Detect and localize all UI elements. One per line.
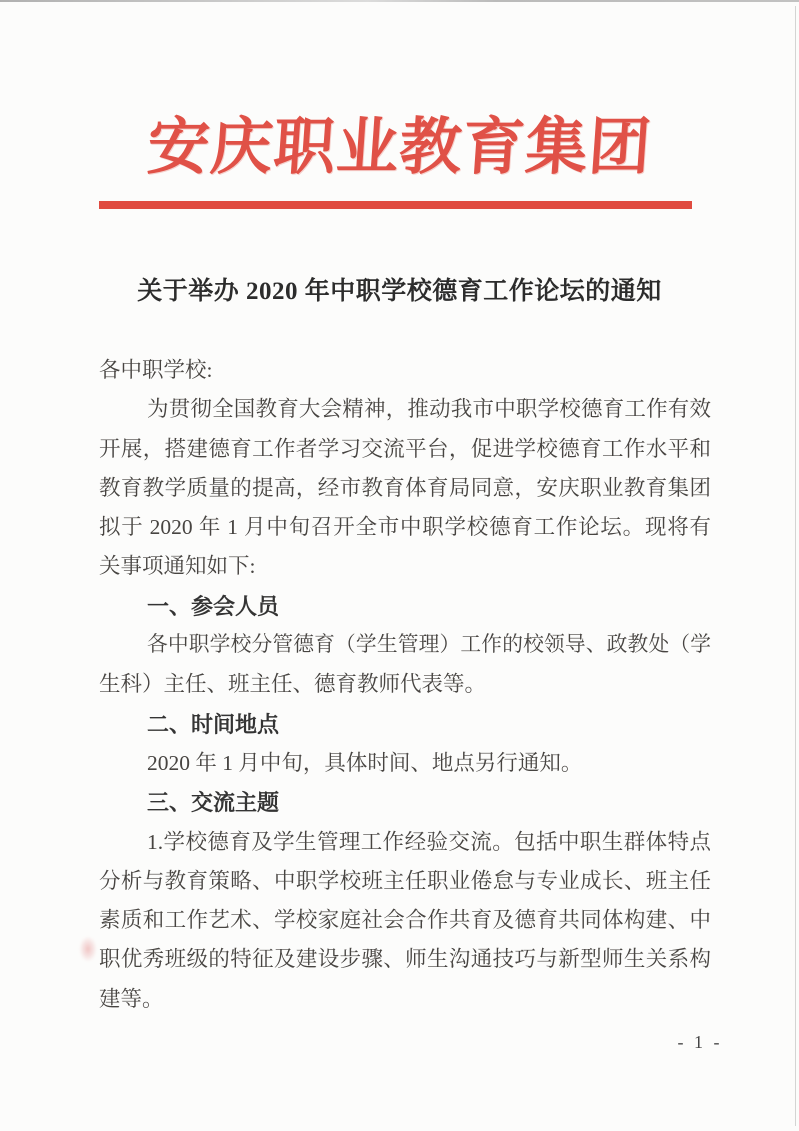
body-line: 生科）主任、班主任、德育教师代表等。 (99, 672, 487, 697)
section-heading: 二、时间地点 (147, 711, 280, 737)
masthead-rule (99, 201, 692, 209)
document-title: 关于举办 2020 年中职学校德育工作论坛的通知 (137, 278, 662, 305)
body-line: 教育教学质量的提高，经市教育体育局同意，安庆职业教育集团 (99, 475, 711, 500)
scan-smudge-artifact (79, 936, 97, 962)
body-line: 2020 年 1 月中旬，具体时间、地点另行通知。 (147, 750, 583, 775)
body-line: 素质和工作艺术、学校家庭社会合作共育及德育共同体构建、中 (99, 908, 711, 933)
body-line: 分析与教育策略、中职学校班主任职业倦怠与专业成长、班主任 (99, 868, 711, 893)
document-body (99, 351, 711, 1019)
section-heading: 三、交流主题 (147, 790, 280, 816)
body-line: 拟于 2020 年 1 月中旬召开全市中职学校德育工作论坛。现将有 (99, 515, 711, 540)
body-line: 为贯彻全国教育大会精神，推动我市中职学校德育工作有效 (147, 397, 711, 422)
body-line: 各中职学校: (99, 358, 213, 382)
scan-edge-artifact-top (0, 0, 799, 2)
page-number: - 1 - (677, 1032, 723, 1052)
body-line: 开展，搭建德育工作者学习交流平台，促进学校德育工作水平和 (99, 436, 711, 461)
body-line: 建等。 (99, 986, 164, 1011)
body-line: 职优秀班级的特征及建设步骤、师生沟通技巧与新型师生关系构 (99, 947, 711, 972)
masthead-org-name: 安庆职业教育集团 (145, 114, 654, 182)
body-line: 各中职学校分管德育（学生管理）工作的校领导、政教处（学 (147, 634, 711, 657)
body-line: 1.学校德育及学生管理工作经验交流。包括中职生群体特点 (147, 829, 711, 854)
section-heading: 一、参会人员 (147, 593, 280, 619)
body-line: 关事项通知如下: (99, 554, 256, 579)
